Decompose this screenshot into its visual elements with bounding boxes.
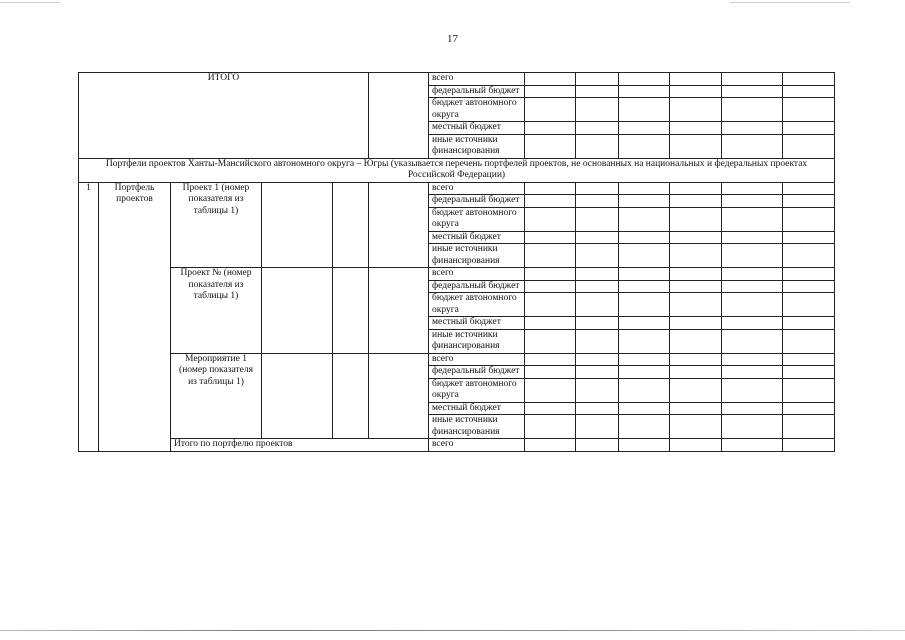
source-label: бюджет автономного округа bbox=[429, 378, 525, 402]
source-label: всего bbox=[429, 73, 525, 86]
source-label: федеральный бюджет bbox=[429, 366, 525, 379]
section-banner-row bbox=[79, 158, 835, 182]
source-label: бюджет автономного округа bbox=[429, 207, 525, 231]
source-label: всего bbox=[429, 353, 525, 366]
source-label: местный бюджет bbox=[429, 317, 525, 330]
page-number: 17 bbox=[447, 33, 458, 45]
portfolio-number: 1 bbox=[79, 182, 99, 451]
portfolio-total-row bbox=[79, 439, 835, 452]
item-name: Проект 1 (номер показателя из таблицы 1) bbox=[171, 182, 262, 268]
source-label: всего bbox=[429, 182, 525, 195]
source-label: местный бюджет bbox=[429, 231, 525, 244]
source-label: всего bbox=[429, 268, 525, 281]
item-name: Проект № (номер показателя из таблицы 1) bbox=[171, 268, 262, 354]
table-row bbox=[79, 353, 835, 366]
source-label: федеральный бюджет bbox=[429, 280, 525, 293]
funding-table bbox=[78, 72, 835, 452]
scan-artifact bbox=[730, 2, 850, 3]
section-banner: Портфели проектов Ханты-Мансийского автономного округа – Югры (указывается перечень портфелей проектов, не основанных на национальных и федеральных проектах Российской Федерации) bbox=[79, 158, 835, 182]
source-label: всего bbox=[429, 439, 525, 452]
source-label: местный бюджет bbox=[429, 122, 525, 135]
total-label: ИТОГО bbox=[79, 73, 369, 159]
source-label: федеральный бюджет bbox=[429, 85, 525, 98]
table-row bbox=[79, 268, 835, 281]
source-label: бюджет автономного округа bbox=[429, 98, 525, 122]
table-row bbox=[79, 182, 835, 195]
scan-artifact bbox=[0, 630, 905, 631]
source-label: иные источники финансирования bbox=[429, 134, 525, 158]
empty-cell bbox=[369, 73, 429, 159]
total-row bbox=[79, 73, 835, 86]
source-label: местный бюджет bbox=[429, 402, 525, 415]
scan-artifact bbox=[0, 2, 60, 3]
portfolio-name: Портфель проектов bbox=[99, 182, 171, 451]
source-label: иные источники финансирования bbox=[429, 329, 525, 353]
portfolio-total-label: Итого по портфелю проектов bbox=[171, 439, 429, 452]
source-label: иные источники финансирования bbox=[429, 415, 525, 439]
source-label: иные источники финансирования bbox=[429, 244, 525, 268]
source-label: федеральный бюджет bbox=[429, 195, 525, 208]
item-name: Мероприятие 1 (номер показателя из таблицы 1) bbox=[171, 353, 262, 439]
source-label: бюджет автономного округа bbox=[429, 293, 525, 317]
